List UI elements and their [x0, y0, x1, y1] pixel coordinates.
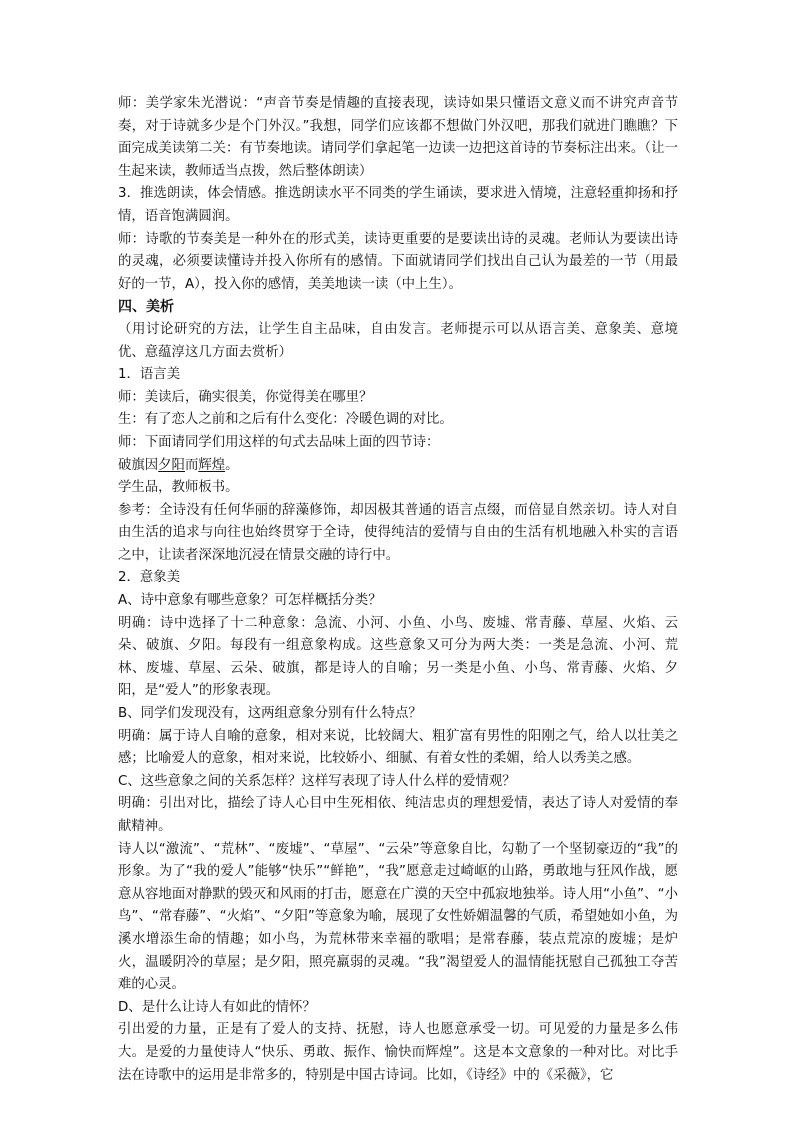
sentence-pattern [118, 455, 678, 478]
paragraph-student-board: 学生品，教师板书。 [118, 480, 239, 496]
pattern-end: 。 [225, 457, 239, 473]
paragraph-teacher-question: 师：美读后，确实很美，你觉得美在哪里？ [118, 389, 373, 405]
question-c: C、这些意象之间的关系怎样？这样写表现了诗人什么样的爱情观？ [118, 773, 516, 789]
paragraph-teacher-pattern: 师：下面请同学们用这样的句式去品味上面的四节诗： [118, 434, 440, 450]
pattern-part-1: 破旗因 [118, 457, 159, 473]
paragraph-poet-imagery: 诗人以“激流”、“荒林”、“废墟”、“草屋”、“云朵”等意象自比，勾勒了一个坚韧豪迈的“我”的形象。为了“我的爱人”能够“快乐”“鲜艳”，“我”愿意走过崎岖的山路，勇敢地与狂风作战，愿意从容地面对静默的毁灭和风雨的打击，愿意在广漠的天空中孤寂地独举。诗人用“小鱼”、“小鸟”、“常春藤”、“火焰”、“夕阳”等意象为喻，展现了女性娇媚温馨的气质，希望她如小鱼，为溪水增添生命的情趣；如小鸟，为荒林带来幸福的歌唱；是常春藤，装点荒凉的废墟；是炉火，温暖阴冷的草屋；是夕阳，照亮羸弱的灵魂。“我”渴望爱人的温情能抚慰自己孤独工夺苦难的心灵。 [118, 841, 678, 993]
paragraph-reference: 参考：全诗没有任何华丽的辞藻修饰，却因极其普通的语言点缀，而倍显自然亲切。诗人对自由生活的追求与向往也始终贯穿于全诗，使得纯洁的爱情与自由的生活有机地融入朴实的言语之中，让读者深深地沉浸在情景交融的诗行中。 [118, 502, 678, 563]
paragraph-student-answer: 生：有了恋人之前和之后有什么变化：冷暖色调的对比。 [118, 412, 453, 428]
question-d: D、是什么让诗人有如此的情怀？ [118, 999, 316, 1015]
paragraph-teacher-rhythm: 师：美学家朱光潜说：“声音节奏是情趣的直接表现，读诗如果只懂语文意义而不讲究声音节奏，对于诗就多少是个门外汉。”我想，同学们应该都不想做门外汉吧，那我们就进门瞧瞧？下面完成美读第二关：有节奏地读。请同学们拿起笔一边读一边把这首诗的节奏标注出来。（让一生起来读，教师适当点拨，然后整体朗读） [118, 96, 678, 179]
paragraph-teacher-soul: 师：诗歌的节奏美是一种外在的形式美，读诗更重要的是要读出诗的灵魂。老师认为要读出诗的灵魂，必须要读懂诗并投入你所有的感情。下面就请同学们找出自己认为最差的一节（用最好的一节，A），投入你的感情，美美地读一读（中上生）。 [118, 231, 678, 292]
answer-a: 明确：诗中选择了十二种意象：急流、小河、小鱼、小鸟、废墟、常青藤、草屋、火焰、云朵、破旗、夕阳。每段有一组意象构成。这些意象又可分为两大类：一类是急流、小河、荒林、废墟、草屋、云朵、破旗，都是诗人的自喻；另一类是小鱼、小鸟、常青藤、火焰、夕阳，是“爱人”的形象表现。 [118, 615, 678, 699]
pattern-part-2: 而 [184, 457, 199, 473]
answer-c: 明确：引出对比，描绘了诗人心目中生死相依、纯洁忠贞的理想爱情，表达了诗人对爱情的奉献精神。 [118, 796, 678, 834]
document-page [118, 93, 678, 1087]
section-heading-analysis: 四、美析 [118, 299, 174, 316]
paragraph-step-3: 3．推选朗读，体会情感。推选朗读水平不同类的学生诵读，要求进入情境，注意轻重抑扬和抒情，语音饱满圆润。 [118, 186, 678, 224]
question-a: A、诗中意象有哪些意象？可怎样概括分类？ [118, 593, 382, 609]
paragraph-discussion-note: （用讨论研究的方法，让学生自主品味，自由发言。老师提示可以从语言美、意象美、意境优、意蕴淳这几方面去赏析） [118, 321, 678, 360]
pattern-word-2: 辉煌 [198, 457, 226, 473]
pattern-word-1: 夕阳 [158, 457, 185, 473]
question-b: B、同学们发现没有，这两组意象分别有什么特点？ [118, 706, 422, 722]
answer-b: 明确：属于诗人自喻的意象，相对来说，比较阔大、粗犷富有男性的阳刚之气，给人以壮美之感；比喻爱人的意象，相对来说，比较娇小、细腻、有着女性的柔媚，给人以秀美之感。 [118, 728, 678, 767]
subheading-language-beauty: 1．语言美 [118, 367, 181, 383]
answer-d: 引出爱的力量，正是有了爱人的支持、抚慰，诗人也愿意承受一切。可见爱的力量是多么伟大。是爱的力量使诗人“快乐、勇敢、振作、愉快而辉煌”。这是本文意象的一种对比。对比手法在诗歌中的运用是非常多的，特别是中国古诗词。比如，《诗经》中的《采薇》，它 [118, 1022, 678, 1083]
subheading-imagery-beauty: 2．意象美 [118, 570, 181, 586]
